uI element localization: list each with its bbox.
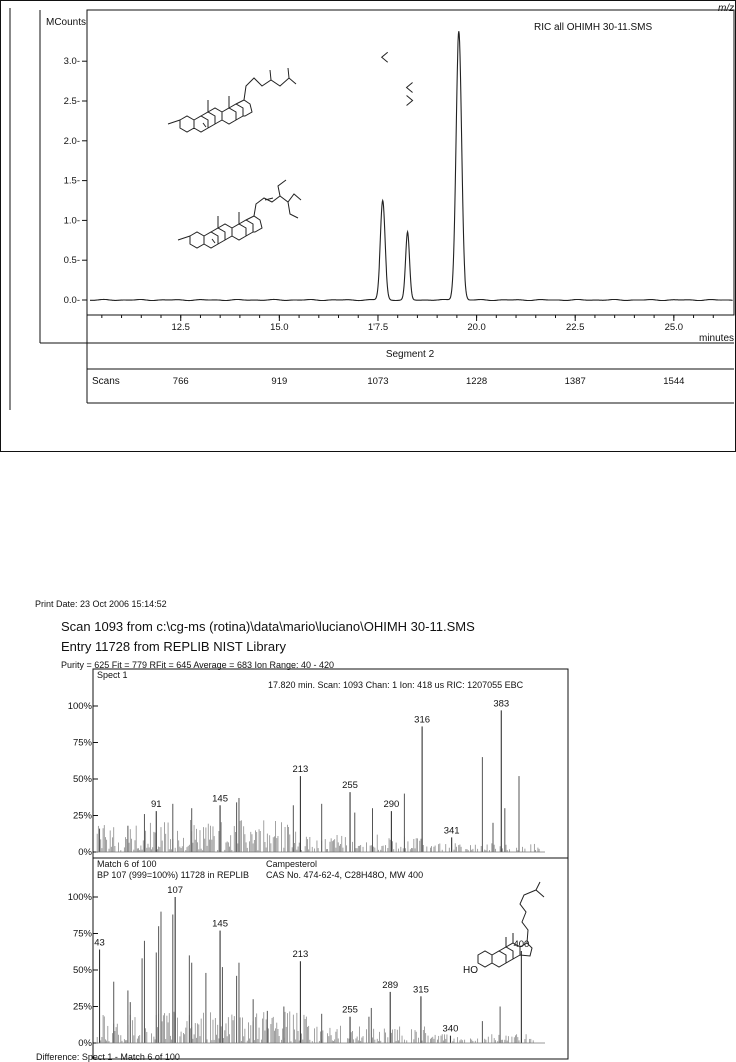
spectra-border [93,669,568,1059]
peak-label: 255 [342,1004,358,1016]
y-tick-label: 0% [78,847,92,858]
x-tick-label: 12.5 [171,322,190,333]
peak-label: 91 [150,799,162,811]
y-tick-label: 75% [72,928,92,940]
x-tick-label: 20.0 [467,322,486,333]
scan-number: 1544 [663,376,685,387]
peak-label: 400 [513,939,530,951]
peak-marker [407,82,413,92]
y-tick-label: 25% [72,1001,92,1013]
y-tick-label: 75% [72,737,92,749]
y-tick-label: 0.5- [63,255,80,267]
y-tick-label: 1.5- [63,175,80,187]
campesterol-structure-drawing [478,882,544,967]
segment-label: Segment 2 [385,349,435,360]
peak-label: 383 [493,698,510,710]
x-tick-label: 1'7.5 [367,322,389,333]
bp-line: BP 107 (999=100%) 11728 in REPLIB [97,870,250,880]
y-tick-label: 1.0- [63,215,80,227]
y-tick-label: 50% [72,774,92,785]
spect1-title: Spect 1 [97,670,128,680]
scan-number: 1387 [564,376,586,387]
scan-number: 1228 [466,376,488,387]
scan-numbers [173,376,685,387]
y-tick-label: 2.0- [63,135,80,147]
peak-label: 213 [292,764,309,776]
sterol-structure-drawing [168,68,301,248]
peak-markers [382,52,413,105]
purity-line: Purity = 625 Fit = 779 RFit = 645 Average = 683 Ion Range: 40 - 420 [61,660,335,670]
scan-number: 766 [172,376,189,387]
y-tick-label: 0% [78,1038,92,1049]
entry-header: Entry 11728 from REPLIB NIST Library [61,639,286,654]
peak-label: 145 [212,918,228,930]
scan-number: 919 [271,376,288,387]
scan-number: 1073 [367,376,389,387]
y-tick-label: 50% [72,965,92,976]
x-tick-label: 22.5 [565,322,585,333]
spect1-info: 17.820 min. Scan: 1093 Chan: 1 Ion: 418 us RIC: 1207055 EBC [268,680,524,690]
peak-marker [382,52,388,62]
x-tick-label: 25.0 [664,322,684,333]
cas-line: CAS No. 474-62-4, C28H48O, MW 400 [266,870,424,880]
chromatogram-y-ticks [64,56,87,306]
scan-header: Scan 1093 from c:\cg-ms (rotina)\data\mario\luciano\OHIMH 30-11.SMS [61,619,475,634]
chromatogram-y-label: MCounts [46,17,87,28]
y-tick-label: 3.0- [63,56,80,68]
peak-label: 340 [442,1023,459,1035]
scans-label: Scans [92,376,120,387]
peak-label: 341 [443,825,460,837]
peak-label: 107 [167,885,184,896]
chromatogram-panel [1,1,736,452]
peak-marker [407,95,413,105]
peak-label: 289 [382,979,399,991]
spectra-panel [68,669,568,1059]
y-tick-label: 2.5- [63,96,80,107]
y-tick-label: 100% [67,892,92,903]
y-tick-label: 0.0- [63,295,80,306]
match-label: Match 6 of 100 [97,859,157,869]
peak-label: 290 [383,799,400,811]
peak-label: 255 [342,780,358,792]
match-peaks [94,885,545,1043]
chromatogram-x-label: minutes [699,333,735,344]
chromatogram-trace [90,31,733,300]
peak-label: 315 [413,984,429,996]
chromatogram-x-ticks [102,315,713,333]
structure-ho-label: HO [463,965,478,976]
compound-name: Campesterol [266,859,318,869]
peak-label: 213 [292,949,309,961]
peak-label: 316 [414,714,431,726]
peak-label: 43 [94,937,105,949]
chromatogram-title: RIC all OHIMH 30-11.SMS [534,22,653,33]
footer-line: Difference: Spect 1 - Match 6 of 100 [36,1052,180,1062]
y-tick-label: 25% [72,810,92,822]
spect1-peaks [96,698,545,852]
peak-label: 145 [212,793,228,805]
x-tick-label: 15.0 [270,322,289,333]
print-date: Print Date: 23 Oct 2006 15:14:52 [35,599,167,609]
mz-corner-label: m/z [718,3,735,14]
y-tick-label: 100% [67,701,92,712]
